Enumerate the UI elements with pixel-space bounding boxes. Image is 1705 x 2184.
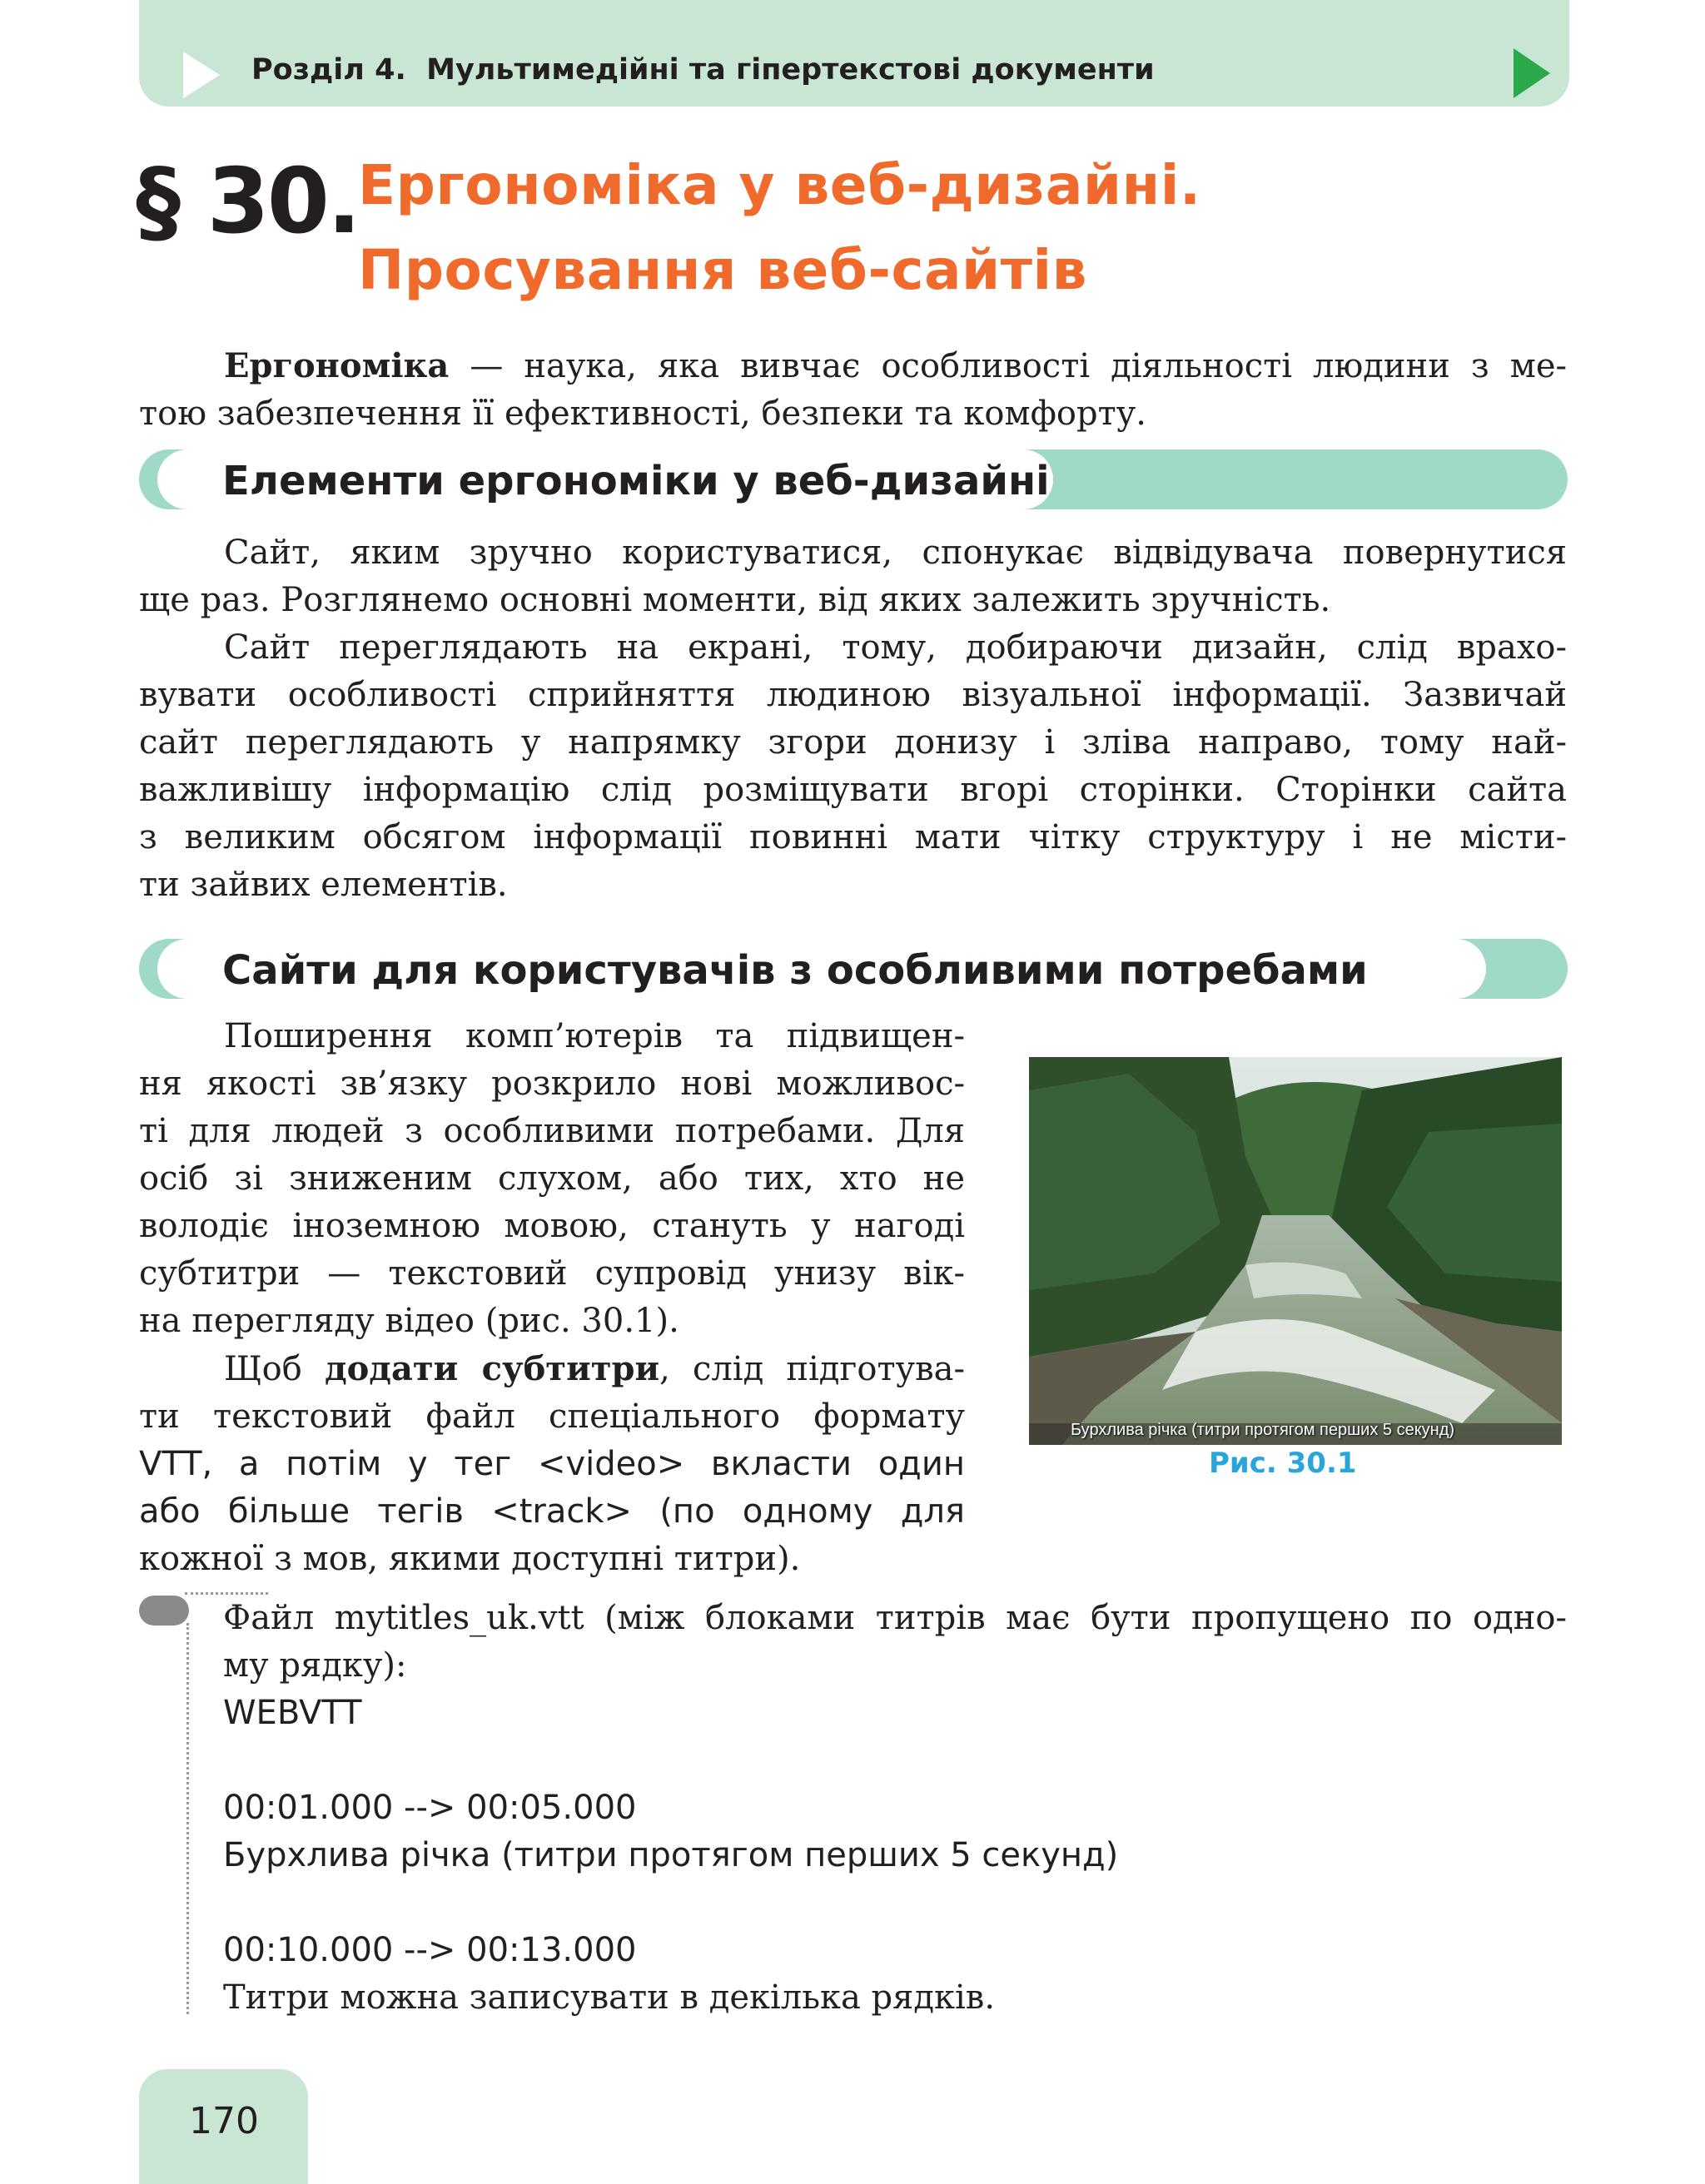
subtitle-overlay: Бурхлива річка (титри протягом перших 5 секунд) xyxy=(1071,1421,1455,1439)
vtt-header: WEBVTT xyxy=(223,1694,362,1732)
subsection-heading-1: Елементи ергономіки у веб-дизайні xyxy=(222,458,1050,504)
river-photo xyxy=(1029,1057,1562,1445)
example-marker-icon xyxy=(139,1596,189,1626)
s1-line: сайт переглядають у напрямку згори донизу і зліва направо, тому най- xyxy=(139,723,1567,762)
chapter-title: Розділ 4. Мультимедійні та гіпертекстові документи xyxy=(251,53,1155,87)
s2-line: ня якості зв’язку розкрило нові можливос- xyxy=(139,1065,965,1103)
intro-line1-rest: — наука, яка вивчає особливості діяльності людини з ме- xyxy=(449,347,1567,385)
example-intro-line2: му рядку): xyxy=(223,1646,407,1685)
s1-line: вувати особливості сприйняття людиною візуальної інформації. Зазвичай xyxy=(139,676,1567,714)
subsection2-body xyxy=(139,1013,965,1583)
intro-term: Ергономіка xyxy=(224,346,450,385)
blank-line xyxy=(223,1737,1567,1784)
intro-line-1 xyxy=(139,342,1567,390)
s1-line: ти зайвих елементів. xyxy=(139,866,508,904)
example-intro-line1: Файл mytitles_uk.vtt (між блоками титрів має бути пропущено по одно- xyxy=(223,1599,1567,1637)
subsection-heading-2: Сайти для користувачів з особливими потребами xyxy=(222,947,1368,994)
s2-p2-bold: додати субтитри xyxy=(324,1349,660,1388)
subsection1-body xyxy=(139,529,1567,909)
s1-line: з великим обсягом інформації повинні мати чітку структуру і не місти- xyxy=(139,818,1567,856)
next-arrow-icon xyxy=(1514,48,1550,98)
s2-line: володіє іноземною мовою, стануть у нагоді xyxy=(139,1207,965,1245)
banner-white-cap xyxy=(1426,939,1486,999)
s1-line: Сайт, яким зручно користуватися, спонукає відвідувача повернутися xyxy=(224,534,1567,572)
subsection-banner-2 xyxy=(139,939,1568,999)
blank-line xyxy=(223,1879,1567,1927)
cue1-text: Бурхлива річка (титри протягом перших 5 секунд) xyxy=(223,1836,1119,1874)
cue2-time: 00:10.000 --> 00:13.000 xyxy=(223,1931,637,1969)
s2-p2-line1 xyxy=(139,1345,965,1393)
intro-line-2: тою забезпечення її ефективності, безпеки та комфорту. xyxy=(139,395,1146,433)
s2-line: на перегляду відео (рис. 30.1). xyxy=(139,1302,679,1340)
dotted-margin-line xyxy=(186,1623,189,2014)
figure-label: Рис. 30.1 xyxy=(1209,1447,1357,1480)
s2-p2-line: ти текстовий файл спеціального формату xyxy=(139,1397,965,1436)
subsection-banner-1 xyxy=(139,449,1568,509)
s2-line: осіб зі зниженим слухом, або тих, хто не xyxy=(139,1159,965,1198)
s2-p2-prefix: Щоб xyxy=(224,1350,325,1388)
river-photo-illustration xyxy=(1029,1057,1562,1445)
s2-line: ті для людей з особливими потребами. Для xyxy=(139,1112,965,1150)
s1-line: Сайт переглядають на екрані, тому, добираючи дизайн, слід врахо- xyxy=(224,628,1567,667)
cue2-text: Титри можна записувати в декілька рядків. xyxy=(223,1978,996,2017)
s2-line: Поширення комп’ютерів та підвищен- xyxy=(224,1017,965,1055)
s1-line: важливішу інформацію слід розміщувати вгорі сторінки. Сторінки сайта xyxy=(139,771,1567,809)
s2-p2-line: або більше тегів <track> (по одному для xyxy=(139,1492,965,1531)
s2-p2-line: кожної з мов, якими доступні титри). xyxy=(139,1540,801,1578)
section-number: § 30. xyxy=(136,150,359,254)
vtt-example xyxy=(223,1595,1567,2022)
section-title-line2: Просування веб-сайтів xyxy=(358,238,1087,302)
s1-line: ще раз. Розглянемо основні моменти, від яких залежить зручність. xyxy=(139,581,1331,619)
s2-line: субтитри — текстовий супровід унизу вік- xyxy=(139,1254,965,1293)
cue1-time: 00:01.000 --> 00:05.000 xyxy=(223,1789,637,1827)
play-arrow-icon xyxy=(183,52,220,98)
section-title-line1: Ергономіка у веб-дизайні. xyxy=(358,153,1201,217)
page-number: 170 xyxy=(189,2100,259,2142)
intro-paragraph xyxy=(139,342,1567,438)
s2-p2-rest: , слід підготува- xyxy=(659,1350,966,1388)
s2-p2-line: VTT, а потім у тег <video> вкласти один xyxy=(139,1445,965,1483)
